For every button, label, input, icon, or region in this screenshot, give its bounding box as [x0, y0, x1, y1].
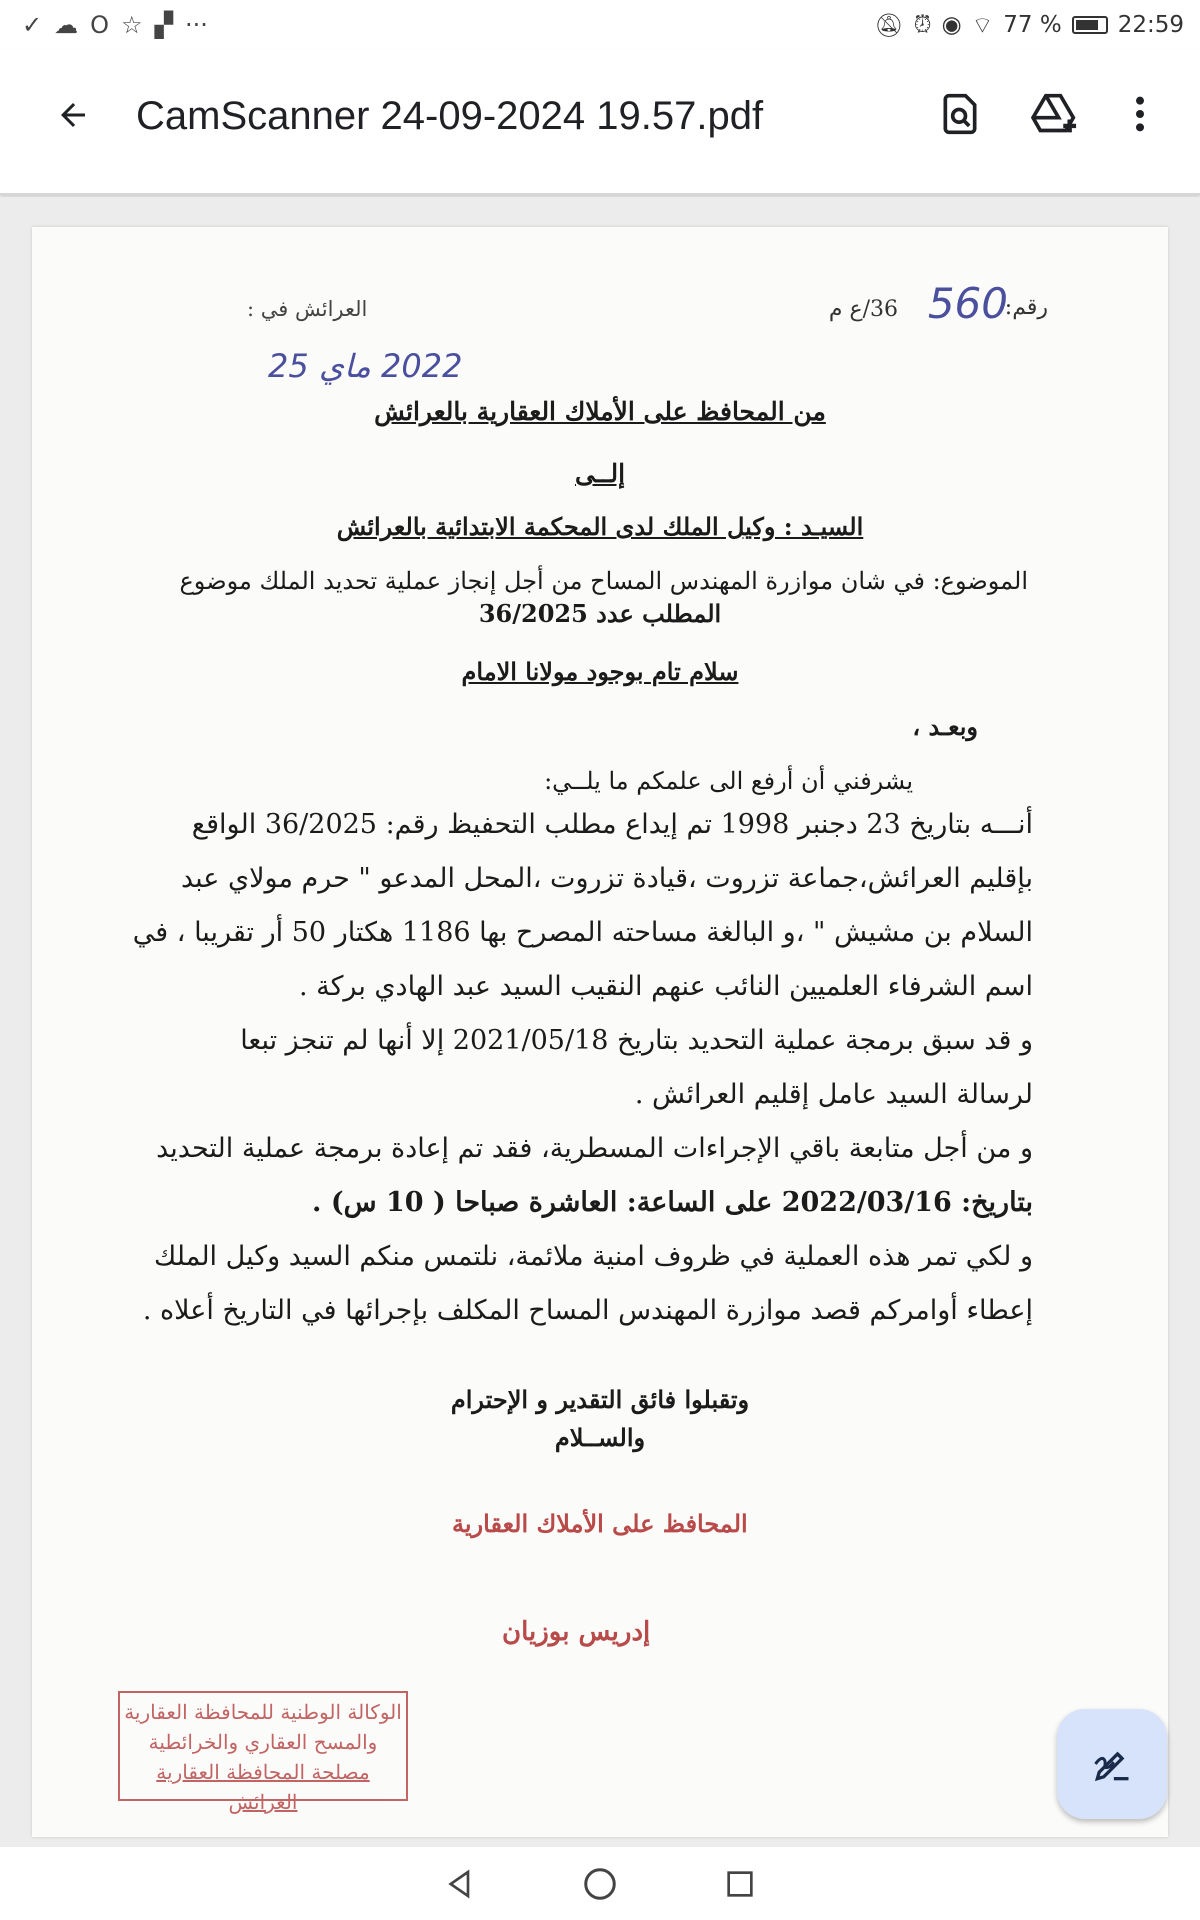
- nav-home-button[interactable]: [575, 1859, 625, 1909]
- star-icon: ☆: [121, 11, 143, 39]
- more-vert-icon: [1135, 94, 1145, 134]
- intro-line: يشرفني أن أرفع الى علمكم ما يلــي:: [544, 767, 913, 795]
- stamp-line-3: مصلحة المحافظة العقارية العرائش: [156, 1760, 370, 1814]
- greeting: سلام تام بوجود مولانا الامام: [461, 657, 739, 686]
- body-line-3: السلام بن مشيش " ،و البالغة مساحته المصرح بها 1186 هكتار 50 أر تقريبا ، في: [132, 917, 1033, 948]
- body-line-1: أنـــه بتاريخ 23 دجنبر 1998 تم إيداع مطلب التحفيظ رقم: 36/2025 الواقع: [191, 809, 1033, 840]
- closing-line: وتقبلوا فائق التقدير و الإحترام: [450, 1385, 750, 1414]
- edit-annotate-button[interactable]: [1057, 1709, 1167, 1819]
- body-line-10: إعطاء أوامركم قصد موازرة المهندس المساح المكلف بإجرائها في التاريخ أعلاه .: [142, 1295, 1033, 1326]
- document-search-icon: [938, 92, 982, 136]
- search-in-document-button[interactable]: [930, 84, 990, 144]
- body-line-5: و قد سبق برمجة عملية التحديد بتاريخ 2021/05/18 إلا أنها لم تنجز تبعا: [240, 1025, 1033, 1056]
- stamp-line-2: والمسح العقاري والخرائطية: [148, 1730, 378, 1754]
- pen-edit-icon: [1090, 1742, 1134, 1786]
- mute-icon: 🔕︎: [874, 12, 904, 39]
- app-bar: [0, 50, 1200, 195]
- reference-label: رقم:: [1004, 295, 1048, 320]
- signatory-name: إدريس بوزيان: [502, 1617, 651, 1647]
- addressee-line: السيـد : وكيل الملك لدى المحكمة الابتدائية بالعرائش: [336, 512, 864, 541]
- body-line-8: بتاريخ: 2022/03/16 على الساعة: العاشرة صباحا ( 10 س) .: [312, 1187, 1033, 1218]
- eye-comfort-icon: ◉: [941, 12, 962, 38]
- body-line-9: و لكي تمر هذه العملية في ظروف امنية ملائمة، نلتمس منكم السيد وكيل الملك: [154, 1241, 1033, 1272]
- check-icon: ✓: [22, 11, 43, 39]
- reference-suffix: 36/ع م: [828, 297, 898, 322]
- official-stamp: [118, 1691, 408, 1814]
- body-line-4: اسم الشرفاء العلميين النائب عنهم النقيب السيد عبد الهادي بركة .: [298, 971, 1033, 1002]
- battery-icon: [1072, 16, 1108, 34]
- clock: 22:59: [1117, 12, 1184, 38]
- status-bar: [0, 0, 1200, 50]
- stamp-line-1: الوكالة الوطنية للمحافظة العقارية: [124, 1700, 402, 1724]
- signatory-title: المحافظ على الأملاك العقارية: [452, 1509, 748, 1538]
- alarm-icon: ⏰︎: [913, 12, 932, 38]
- subject-line-1: الموضوع: في شان موازرة المهندس المساح من أجل إنجاز عملية تحديد الملك موضوع: [179, 567, 1028, 595]
- battery-percent: 77 %: [1003, 12, 1062, 38]
- pdf-viewer[interactable]: [0, 197, 1200, 1847]
- after-formula: وبعـد ،: [912, 712, 978, 741]
- document-title: CamScanner 24-09-2024 19.57.pdf: [136, 94, 764, 138]
- nav-recents-button[interactable]: [715, 1859, 765, 1909]
- triangle-back-icon: [444, 1867, 476, 1901]
- circle-home-icon: [582, 1866, 618, 1902]
- more-dots-icon: ···: [184, 11, 208, 39]
- system-icons: [874, 11, 1184, 40]
- body-line-6: لرسالة السيد عامل إقليم العرائش .: [634, 1079, 1033, 1110]
- sender-line: من المحافظ على الأملاك العقارية بالعرائش: [374, 397, 826, 426]
- reference-number-handwritten: 560: [927, 279, 1008, 328]
- place-label: العرائش في :: [247, 297, 368, 321]
- salutation: والســلام: [554, 1423, 646, 1452]
- flipboard-icon: ▞: [154, 11, 173, 39]
- back-button[interactable]: [48, 90, 98, 140]
- square-recents-icon: [724, 1868, 756, 1900]
- circle-o-icon: O: [90, 11, 109, 39]
- wifi-icon: ⌔: [971, 12, 994, 39]
- pdf-page: [32, 227, 1168, 1837]
- arrow-back-icon: [55, 97, 91, 133]
- more-options-button[interactable]: [1110, 84, 1170, 144]
- subject-line-2: المطلب عدد 36/2025: [478, 599, 722, 628]
- notification-icons: [22, 11, 208, 39]
- to-label: إلــى: [574, 459, 626, 488]
- body-line-7: و من أجل متابعة باقي الإجراءات المسطرية، فقد تم إعادة برمجة عملية التحديد: [156, 1133, 1033, 1164]
- date-handwritten: 2022 ماي 25: [268, 347, 463, 385]
- add-to-drive-button[interactable]: [1025, 84, 1085, 144]
- cloud-icon: ☁: [54, 11, 79, 39]
- nav-back-button[interactable]: [435, 1859, 485, 1909]
- system-navigation-bar: [0, 1847, 1200, 1920]
- body-line-2: بإقليم العرائش،جماعة تزروت ،قيادة تزروت ،المحل المدعو " حرم مولاي عبد: [180, 863, 1033, 894]
- drive-add-icon: [1031, 92, 1079, 136]
